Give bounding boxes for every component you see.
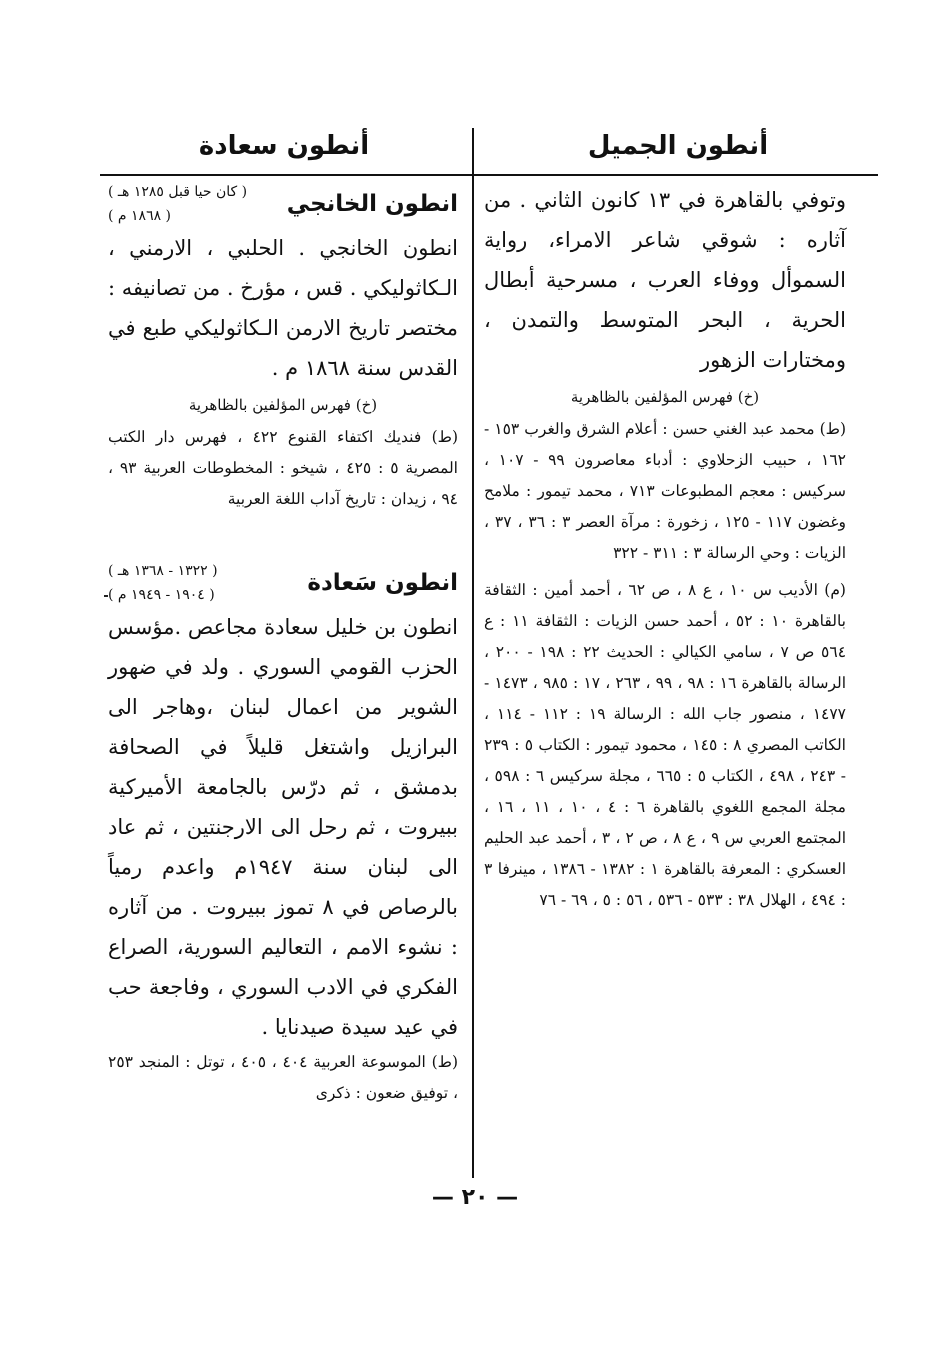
right-column: [484, 180, 846, 916]
right-column-header: أنطون الجميل: [587, 131, 769, 161]
left-column-header: أنطون سعادة: [198, 131, 370, 161]
column-divider: [472, 128, 474, 1178]
left-column: [108, 180, 458, 1109]
entry-continuation-text: وتوفي بالقاهرة في ١٣ كانون الثاني . من آثاره : شوقي شاعر الامراء، رواية السموأل ووفاء العرب ، مسرحية أبطال الحرية ، البحر المتوسط والتمدن ، ومختارات الزهور: [484, 188, 846, 372]
dates-gregorian: ( ١٩٠٤ - ١٩٤٩ م ): [108, 587, 215, 603]
entry-body: انطون الخانجي . الحلبي ، الارمني ، الـكاثوليكي . قس ، مؤرخ . من تصانيفه : مختصر تاريخ الارمن الـكاثوليكي طبع في القدس سنة ١٨٦٨ م .: [108, 236, 458, 380]
printed-references: (ط) فنديك اكتفاء القنوع ٤٢٢ ، فهرس دار الكتب المصرية ٥ : ٤٢٥ ، شيخو : المخطوطات العربية ٩٣ ، ٩٤ ، زيدان : تاريخ آداب اللغة العربية: [108, 428, 458, 508]
manuscript-source: (خ) فهرس المؤلفين بالظاهرية: [188, 396, 378, 414]
entry-body: انطون بن خليل سعادة مجاعص .مؤسس الحزب القومي السوري . ولد في ضهور الشوير من اعمال لبنان ،وهاجر الى البرازيل واشتغل قليلاً في الصحافة بدمشق ، ثم درّس بالجامعة الأميركية ببيروت ، ثم رحل الى الارجنتين ، ثم عاد الى لبنان سنة ١٩٤٧م واعدم رمياً بالرصاص في ٨ تموز ببيروت . من آثاره : نشوء الامم ، التعاليم السورية، الصراع الفكري في الادب السوري ، وفاجعة حب في عيد سيدة صيدنايا .: [108, 615, 458, 1039]
page-number: — ٢٠ —: [431, 1185, 519, 1210]
printed-references: (ط) محمد عبد الغني حسن : أعلام الشرق والغرب ١٥٣ - ١٦٢ ، حبيب الزحلاوي : أدباء معاصرون ٩٩ - ١٠٧ ، سركيس : معجم المطبوعات ٧١٣ ، محمد تيمور : ملامح وغضون ١١٧ - ١٢٥ ، زخورة : مرآة العصر ٣ : ٣٦ ، ٣٧ ، الزيات : وحي الرسالة ٣ : ٣١١ - ٣٢٢: [484, 420, 847, 562]
entry-name: انطون الخانجي: [286, 191, 458, 217]
periodical-references: (م) الأديب س ١٠ ، ع ٨ ، ص ٦٢ ، أحمد أمين : الثقافة بالقاهرة ١٠ : ٥٢ ، أحمد حسن الزيات : الثقافة ١١ : ع ٥٦٤ ص ٧ ، سامي الكيالي : الحديث ٢٢ : ١٩٨ - ٢٠٠ ، الرسالة بالقاهرة ١٦ : ٩٨ ، ٩٩ ، ٢٦٣ ، ١٧ : ٩٨٥ ، ١٤٧٣ - ١٤٧٧ ، منصور جاب الله : الرسالة ١٩ : ١١٢ - ١١٤ ، الكاتب المصري ٨ : ١٤٥ ، محمود تيمور : الكتاب ٥ : ٢٣٩ - ٢٤٣ ، ٤٩٨ ، الكتاب ٥ : ٦٦٥ ، مجلة سركيس ٦ : ٥٩٨ ، مجلة المجمع اللغوي بالقاهرة ٦ : ٤ ، ١٠ ، ١١ ، ١٦ ، المجتمع العربي س ٩ ، ع ٨ ، ص ٢ ، ٣ ، أحمد عبد الحليم العسكري : المعرفة بالقاهرة ١ : ١٣٨٢ - ١٣٨٦ ، مينرفا ٣ : ٤٩٤ ، الهلال ٣٨ : ٥٣٣ - ٥٣٦ ، ٥٦ : ٥ ، ٦٩ - ٧٦: [484, 581, 847, 909]
entry-heading: [108, 559, 458, 607]
dates-gregorian: ( ١٨٦٨ م ): [108, 208, 172, 224]
manuscript-source: (خ) فهرس المؤلفين بالظاهرية: [570, 388, 760, 406]
entry-heading: [108, 180, 458, 228]
entry-name: انطون سَعادة: [307, 570, 458, 596]
entry-dates: [108, 559, 218, 607]
printed-references: (ط) الموسوعة العربية ٤٠٤ ، ٤٠٥ ، توتل : المنجد ٢٥٣ ، توفيق ضعون : ذكرى: [108, 1053, 459, 1102]
stray-mark: [104, 595, 108, 597]
dates-hijri: ( كان حيا قبل ١٢٨٥ هـ ): [108, 184, 248, 200]
entry-dates: [108, 180, 247, 228]
dates-hijri: ( ١٣٢٢ - ١٣٦٨ هـ ): [108, 563, 218, 579]
header-rule: [100, 174, 878, 176]
